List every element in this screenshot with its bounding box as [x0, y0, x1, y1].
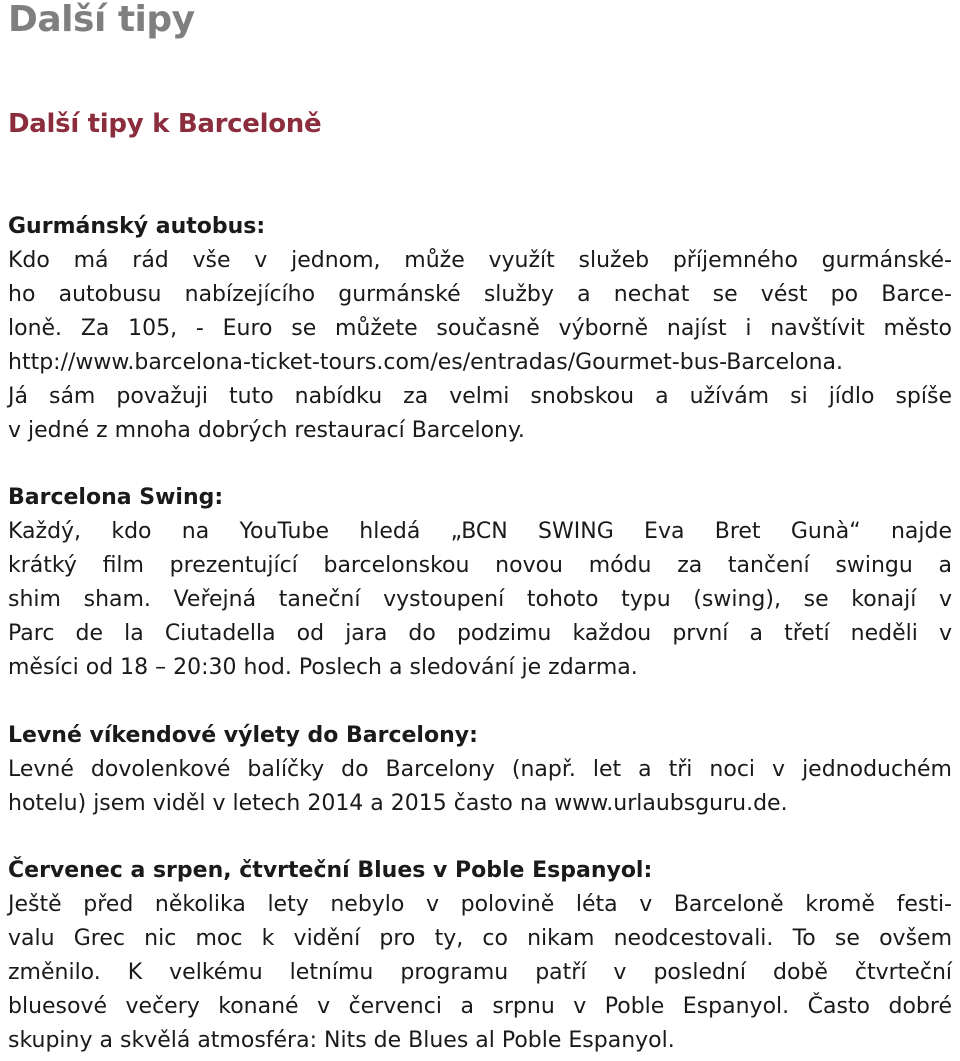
text-line: ho autobusu nabízejícího gurmánské služby a nechat se vést po Barce-	[8, 282, 952, 307]
text-line: bluesové večery konané v červenci a srpnu v Poble Espanyol. Často dobré	[8, 994, 952, 1019]
section-gourmet-bus	[8, 210, 952, 448]
text-line: skupiny a skvělá atmosféra: Nits de Blues al Poble Espanyol.	[8, 1028, 675, 1053]
url-text-line: http://www.barcelona-ticket-tours.com/es/entradas/Gourmet-bus-Barcelona.	[8, 350, 844, 375]
text-line: Každý, kdo na YouTube hledá „BCN SWING Eva Bret Gunà“ najde	[8, 519, 952, 544]
section-weekend-trips	[8, 719, 952, 821]
text-line: Já sám považuji tuto nabídku za velmi snobskou a užívám si jídlo spíše	[8, 384, 952, 409]
text-line: Levné dovolenkové balíčky do Barcelony (např. let a tři noci v jednoduchém	[8, 757, 952, 782]
section-barcelona-swing	[8, 481, 952, 685]
text-line: loně. Za 105, - Euro se můžete současně výborně najíst i navštívit město	[8, 316, 952, 341]
section-heading: Levné víkendové výlety do Barcelony:	[8, 723, 478, 748]
section-body	[8, 515, 952, 685]
text-line: hotelu) jsem viděl v letech 2014 a 2015 často na www.urlaubsguru.de.	[8, 791, 788, 816]
section-body	[8, 244, 952, 448]
section-heading: Červenec a srpen, čtvrteční Blues v Poble Espanyol:	[8, 858, 653, 883]
section-heading: Gurmánský autobus:	[8, 214, 266, 239]
section-body	[8, 888, 952, 1058]
text-line: Parc de la Ciutadella od jara do podzimu každou první a třetí neděli v	[8, 621, 952, 646]
section-thursday-blues	[8, 854, 952, 1058]
text-line: shim sham. Veřejná taneční vystoupení tohoto typu (swing), se konají v	[8, 587, 952, 612]
text-line: krátký film prezentující barcelonskou novou módu za tančení swingu a	[8, 553, 952, 578]
text-line: Ještě před několika lety nebylo v polovině léta v Barceloně kromě festi-	[8, 892, 952, 917]
text-line: valu Grec nic moc k vidění pro ty, co nikam neodcestovali. To se ovšem	[8, 926, 952, 951]
text-line: měsíci od 18 – 20:30 hod. Poslech a sledování je zdarma.	[8, 655, 638, 680]
section-heading: Barcelona Swing:	[8, 485, 224, 510]
page-title: Další tipy	[8, 0, 195, 40]
page-subtitle: Další tipy k Barceloně	[8, 109, 322, 139]
section-body	[8, 753, 952, 821]
text-line: Kdo má rád vše v jednom, může využít služeb příjemného gurmánské-	[8, 248, 952, 273]
text-line: změnilo. K velkému letnímu programu patří v poslední době čtvrteční	[8, 960, 952, 985]
text-line: v jedné z mnoha dobrých restaurací Barcelony.	[8, 418, 525, 443]
